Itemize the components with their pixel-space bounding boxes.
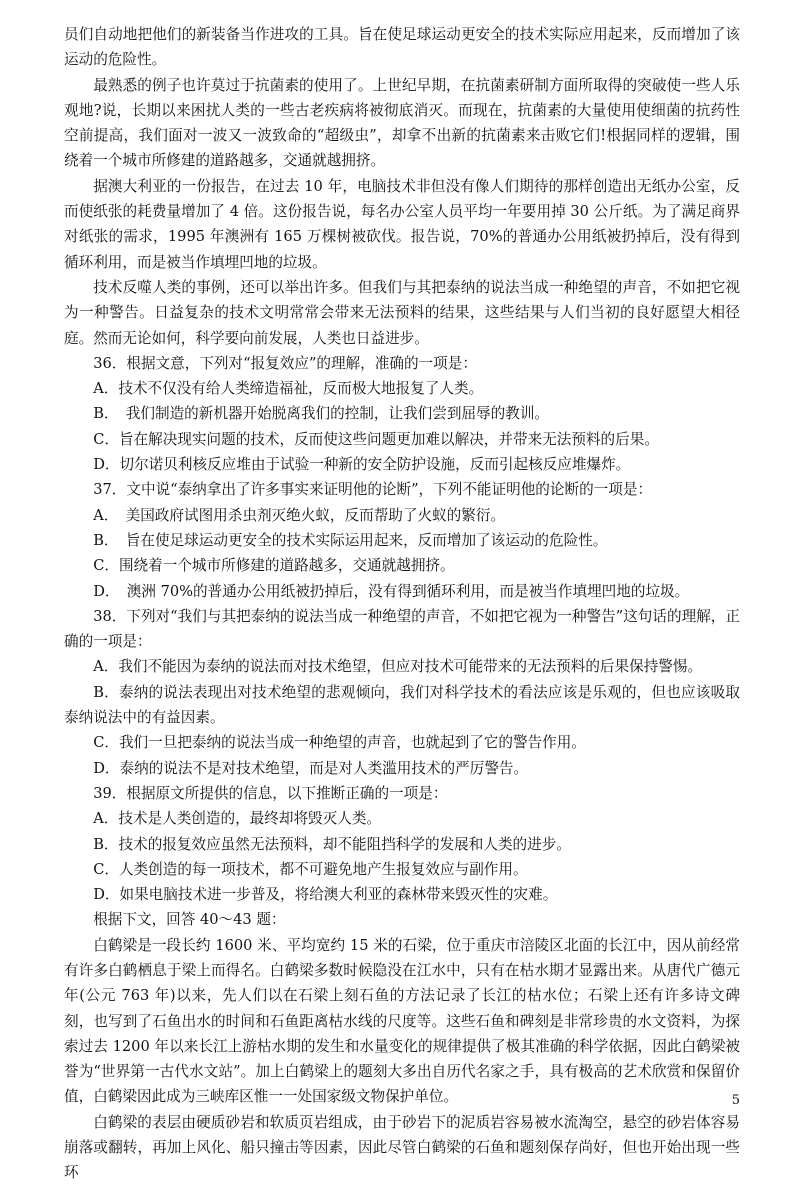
paragraph: 最熟悉的例子也许莫过于抗菌素的使用了。上世纪早期，在抗菌素研制方面所取得的突破使一些人乐观地?说，长期以来困扰人类的一些古老疾病将被彻底消灭。而现在，抗菌素的大量使用使细菌的抗药性空前提高，我们面对一波又一波致命的“超级虫”，却拿不出新的抗菌素来击败它们!根据同样的逻辑，围绕着一个城市所修建的道路越多，交通就越拥挤。 [64,76,740,170]
document-body [64,22,740,1186]
paragraph: C．围绕着一个城市所修建的道路越多，交通就越拥挤。 [93,557,455,575]
paragraph: B．泰纳的说法表现出对技术绝望的悲观倾向，我们对科学技术的看法应该是乐观的，但也应该吸取泰纳说法中的有益因素。 [64,683,740,727]
paragraph: 白鹤梁是一段长约 1600 米、平均宽约 15 米的石梁，位于重庆市涪陵区北面的长江中，因从前经常有许多白鹤栖息于梁上而得名。白鹤梁多数时候隐没在江水中，只有在枯水期才显露出来。从唐代广德元年(公元 763 年)以来，先人们以在石梁上刻石鱼的方法记录了长江的枯水位；石梁上还有许多诗文碑刻，也写到了石鱼出水的时间和石鱼距离枯水线的尺度等。这些石鱼和碑刻是非常珍贵的水文资料，为探索过去 1200 年以来长江上游枯水期的发生和水量变化的规律提供了极其准确的科学依据，因此白鹤梁被誉为“世界第一古代水文站”。加上白鹤梁上的题刻大多出自历代名家之手，具有极高的艺术欣赏和保留价值，白鹤梁因此成为三峡库区惟一一处国家级文物保护单位。 [64,936,740,1106]
paragraph: C．旨在解决现实问题的技术，反而使这些问题更加难以解决，并带来无法预料的后果。 [93,430,659,448]
paragraph: D．如果电脑技术进一步普及，将给澳大利亚的森林带来毁灭性的灾难。 [93,886,558,904]
paragraph: A．技术是人类创造的，最终却将毁灭人类。 [93,810,382,828]
paragraph: D．泰纳的说法不是对技术绝望，而是对人类滥用技术的严厉警告。 [93,759,529,777]
paragraph: B．技术的报复效应虽然无法预料，却不能阻挡科学的发展和人类的进步。 [93,835,571,853]
paragraph: 36．根据文意，下列对“报复效应”的理解，准确的一项是： [93,354,477,372]
paragraph: 员们自动地把他们的新装备当作进攻的工具。旨在使足球运动更安全的技术实际应用起来，反而增加了该运动的危险性。 [64,26,740,69]
paragraph: 38．下列对“我们与其把泰纳的说法当成一种绝望的声音，不如把它视为一种警告”这句话的理解，正确的一项是： [64,607,740,651]
paragraph: C．我们一旦把泰纳的说法当成一种绝望的声音，也就起到了它的警告作用。 [93,734,586,752]
paragraph: A．我们不能因为泰纳的说法而对技术绝望，但应对技术可能带来的无法预料的后果保持警惕。 [93,658,703,676]
paragraph: 37．文中说“泰纳拿出了许多事实来证明他的论断”，下列不能证明他的论断的一项是： [93,481,653,499]
paragraph: B． 旨在使足球运动更安全的技术实际运用起来，反而增加了该运动的危险性。 [93,531,608,549]
paragraph: 白鹤梁的表层由硬质砂岩和软质页岩组成，由于砂岩下的泥质岩容易被水流淘空，悬空的砂岩体容易崩落或翻转，再加上风化、船只撞击等因素，因此尽管白鹤梁的石鱼和题刻保存尚好，但也开始出现一些环 [64,1113,740,1182]
paragraph: A． 美国政府试图用杀虫剂灭绝火蚁，反而帮助了火蚁的繁衍。 [93,506,506,524]
paragraph: D． 澳洲 70%的普通办公用纸被扔掉后，没有得到循环利用，而是被当作填埋凹地的垃圾。 [93,582,690,600]
paragraph: 根据下文，回答 40～43 题： [93,911,286,929]
paragraph: C．人类创造的每一项技术，都不可避免地产生报复效应与副作用。 [93,860,528,878]
paragraph: A．技术不仅没有给人类缔造福祉，反而极大地报复了人类。 [93,380,484,398]
page-number: 5 [731,1093,740,1108]
paragraph: 据澳大利亚的一份报告，在过去 10 年，电脑技术非但没有像人们期待的那样创造出无纸办公室，反而使纸张的耗费量增加了 4 倍。这份报告说，每名办公室人员平均一年要用掉 30 公斤纸。为了满足商界对纸张的需求，1995 年澳洲有 165 万棵树被砍伐。报告说，70%的普通办公用纸被扔掉后，没有得到循环利用，而是被当作填埋凹地的垃圾。 [64,177,740,271]
paragraph: B． 我们制造的新机器开始脱离我们的控制，让我们尝到屈辱的教训。 [93,405,550,423]
paragraph: 技术反噬人类的事例，还可以举出许多。但我们与其把泰纳的说法当成一种绝望的声音，不如把它视为一种警告。日益复杂的技术文明常常会带来无法预料的结果，这些结果与人们当初的良好愿望大相径庭。然而无论如何，科学要向前发展，人类也日益进步。 [64,278,740,347]
paragraph: D．切尔诺贝利核反应堆由于试验一种新的安全防护设施，反而引起核反应堆爆炸。 [93,456,631,474]
paragraph: 39．根据原文所提供的信息，以下推断正确的一项是： [93,784,448,802]
